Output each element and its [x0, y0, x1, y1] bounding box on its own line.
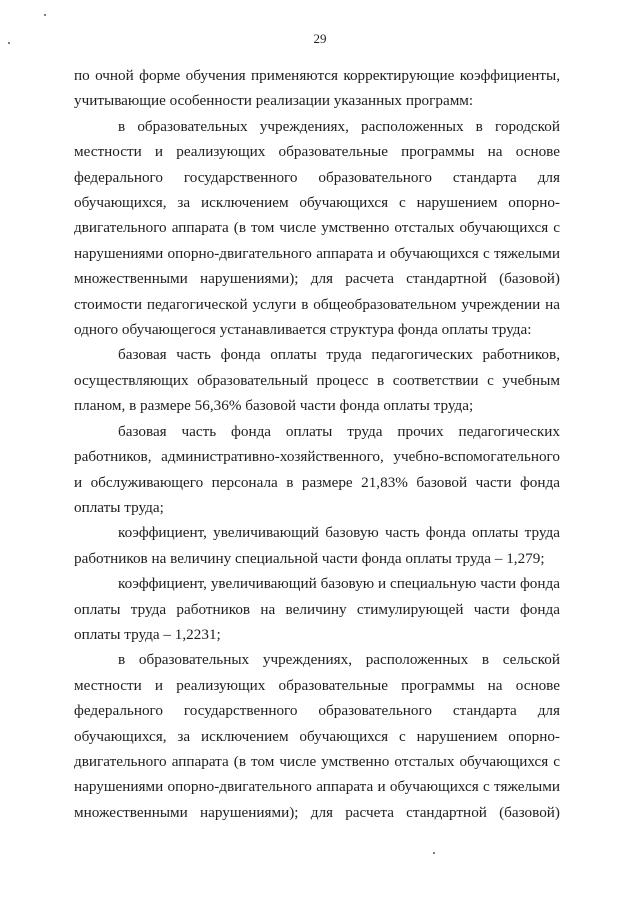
page-number: 29 [313, 31, 327, 46]
paragraph-stimulating-coefficient: коэффициент, увеличивающий базовую и специальную части фонда оплаты труда работников на величину стимулирующей части фонда оплаты труда – 1,2231; [74, 575, 560, 643]
paragraph-intro: по очной форме обучения применяются корректирующие коэффициенты, учитывающие особенности реализации указанных программ: [74, 67, 560, 110]
paragraph-rural-schools: в образовательных учреждениях, расположенных в сельской местности и реализующих образовательные программы на основе федерального государственного образовательного стандарта для обучающихся, за исключением обучающихся с нарушением опорно-двигательного аппарата (в том числе умственно отсталых обучающихся с нарушениями опорно-двигательного аппарата и обучающихся с тяжелыми множественными нарушениями); для расчета стандартной (базовой) [74, 651, 560, 821]
document-body [74, 63, 560, 825]
paragraph-base-other-staff: базовая часть фонда оплаты труда прочих педагогических работников, административно-хозяйственного, учебно-вспомогательного и обслуживающего персонала в размере 21,83% базовой части фонда оплаты труда; [74, 422, 560, 516]
paragraph-base-teaching-staff: базовая часть фонда оплаты труда педагогических работников, осуществляющих образовательный процесс в соответствии с учебным планом, в размере 56,36% базовой части фонда оплаты труда; [74, 346, 560, 415]
paragraph-special-coefficient: коэффициент, увеличивающий базовую часть фонда оплаты труда работников на величину специальной части фонда оплаты труда – 1,279; [74, 524, 560, 567]
scan-speck [433, 852, 435, 854]
scan-speck [44, 14, 46, 16]
paragraph-urban-schools: в образовательных учреждениях, расположенных в городской местности и реализующих образовательные программы на основе федерального государственного образовательного стандарта для обучающихся, за исключением обучающихся с нарушением опорно-двигательного аппарата (в том числе умственно отсталых обучающихся с нарушениями опорно-двигательного аппарата и обучающихся с тяжелыми множественными нарушениями); для расчета стандартной (базовой) стоимости педагогической услуги в общеобразовательном учреждении на одного обучающегося устанавливается структура фонда оплаты труда: [74, 117, 560, 339]
